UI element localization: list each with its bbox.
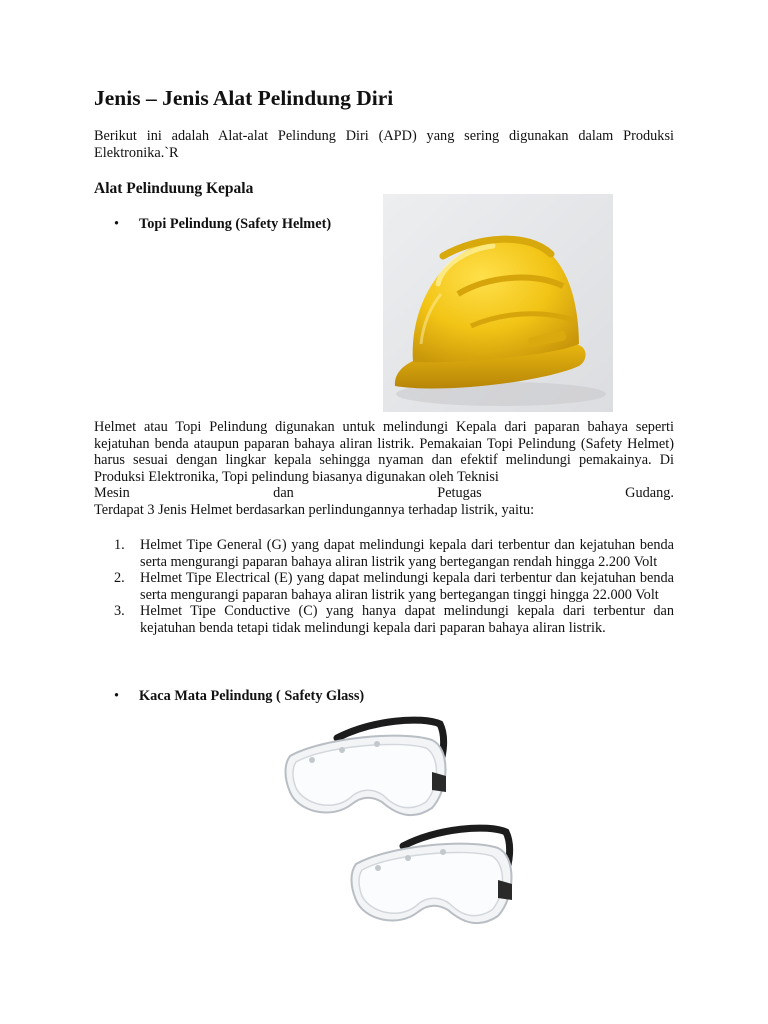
helmet-types-intro: Terdapat 3 Jenis Helmet berdasarkan perlindungannya terhadap listrik, yaitu: bbox=[94, 501, 535, 518]
list-item: 3. Helmet Tipe Conductive (C) yang hanya dapat melindungi kepala dari terbentur dan kejatuhan benda tetapi tidak melindungi kepala dari paparan bahaya aliran listrik. bbox=[114, 603, 674, 636]
bullet-icon: • bbox=[114, 688, 120, 704]
section-heading: Alat Pelinduung Kepala bbox=[94, 180, 254, 197]
list-item: 1. Helmet Tipe General (G) yang dapat melindungi kepala dari terbentur dan kejatuhan benda serta mengurangi paparan bahaya aliran listrik yang bertegangan rendah hingga 2.200 Volt bbox=[114, 537, 674, 570]
bullet-label: Topi Pelindung (Safety Helmet) bbox=[139, 216, 332, 232]
helmet-types-list bbox=[94, 537, 674, 637]
safety-goggles-image bbox=[282, 716, 522, 940]
intro-paragraph: Berikut ini adalah Alat-alat Pelindung Diri (APD) yang sering digunakan dalam Produksi Elektronika.`R bbox=[94, 128, 674, 161]
safety-helmet-image bbox=[383, 194, 613, 412]
list-item: 2. Helmet Tipe Electrical (E) yang dapat melindungi kepala dari terbentur dan kejatuhan benda serta mengurangi paparan bahaya aliran listrik yang bertegangan tinggi hingga 22.000 Volt bbox=[114, 570, 674, 603]
bullet-label: Kaca Mata Pelindung ( Safety Glass) bbox=[139, 688, 365, 704]
bullet-icon: • bbox=[114, 216, 120, 232]
page-title: Jenis – Jenis Alat Pelindung Diri bbox=[94, 86, 394, 110]
helmet-description bbox=[94, 419, 674, 518]
helmet-description-last-line: Mesin dan Petugas Gudang. bbox=[94, 485, 674, 501]
helmet-description-text: Helmet atau Topi Pelindung digunakan untuk melindungi Kepala dari paparan bahaya seperti kejatuhan benda ataupun paparan bahaya aliran listrik. Pemakaian Topi Pelindung (Safety Helmet) harus sesuai dengan lingkar kepala sehingga nyaman dan efektif melindungi pemakainya. Di Produksi Elektronika, Topi pelindung biasanya digunakan oleh Teknisi bbox=[94, 419, 674, 485]
